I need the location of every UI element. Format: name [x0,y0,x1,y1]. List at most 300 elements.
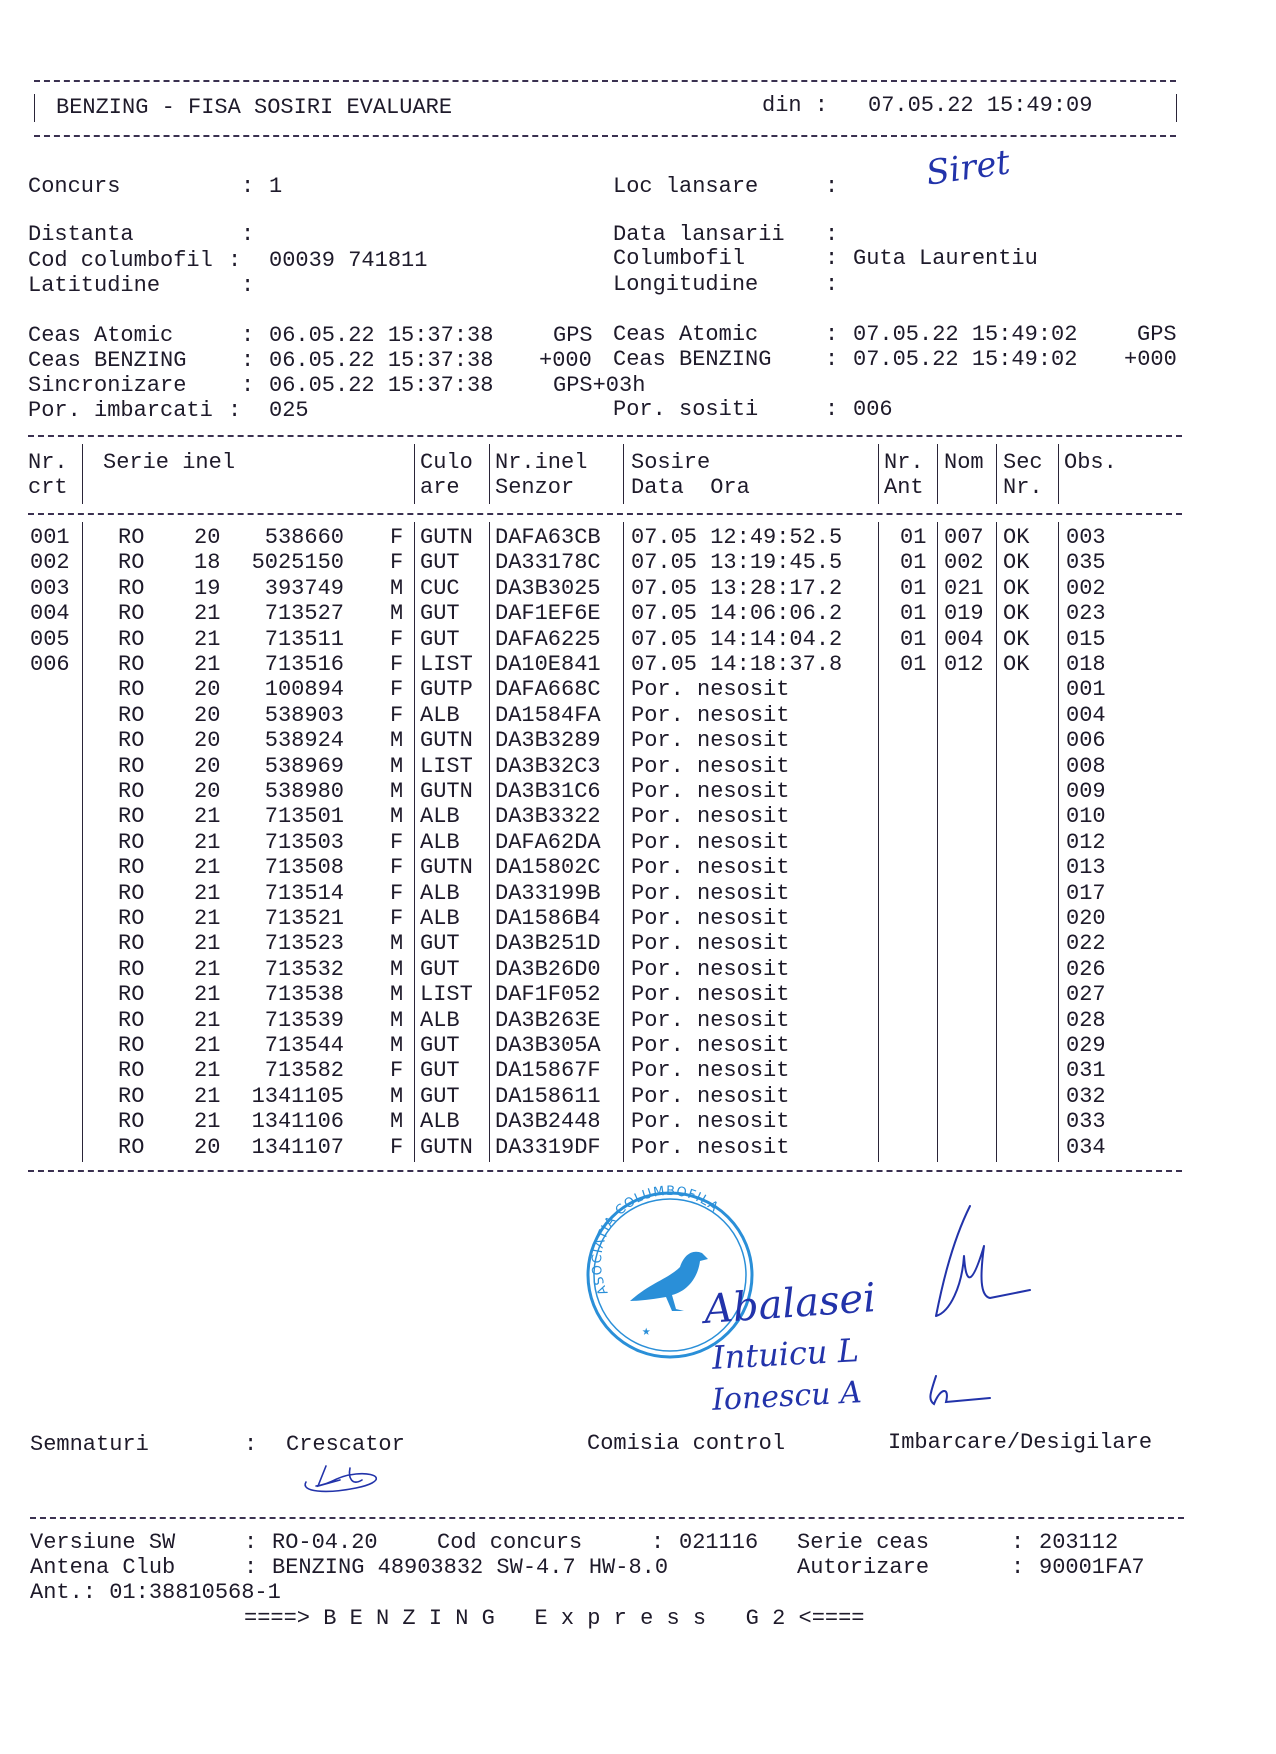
cell-sex: F [390,525,404,550]
date-label: din : [762,93,829,118]
cell-sosire: Por. nesosit [631,753,790,779]
cell-senzor: DA33178C [495,550,601,576]
cell-senzor: DA3B305A [495,1033,601,1058]
info-label: Ceas Atomic [613,322,759,347]
cod-columbofil-value: 00039 741811 [269,248,428,273]
cell-sex: F [390,1134,404,1160]
info-label: Ceas BENZING [28,348,187,373]
versiune-value: RO-04.20 [272,1530,378,1555]
cell-sex: M [390,931,404,957]
cell-sosire: 07.05 13:28:17.2 [631,575,843,601]
stamp-text: ASOCIATIA COLUMBOFILA [589,1183,722,1298]
header-right-border [1176,94,1177,122]
cell-culoare: GUT [420,1058,460,1084]
concurs-value: 1 [269,174,283,199]
signatures-sep: : [244,1432,258,1457]
col-header-culoare: Culo [420,450,473,475]
table-top-border [28,435,1182,437]
cell-nr-inel: 5025150 [251,550,344,576]
cell-culoare: GUT [420,1083,460,1109]
cell-an: 20 [194,1134,221,1160]
cell-an: 21 [194,804,221,830]
info-label: Distanta [28,222,134,247]
cell-culoare: CUC [420,575,460,601]
cell-nr-inel: 713544 [264,1033,344,1058]
cell-culoare: ALB [420,906,460,931]
cell-obs: 004 [1066,702,1106,728]
cell-senzor: DAFA63CB [495,525,601,550]
cell-sosire: 07.05 13:19:45.5 [631,550,843,576]
cell-sex: M [390,1007,404,1033]
cell-obs: 020 [1066,906,1106,931]
column-divider [996,444,997,504]
cell-culoare: ALB [420,702,460,728]
cell-obs: 009 [1066,779,1106,804]
cell-obs: 035 [1066,550,1106,576]
cell-nr-ant: 01 [900,550,927,576]
comisia-control-label: Comisia control [587,1431,786,1456]
info-label: Longitudine [613,272,759,297]
cell-culoare: GUT [420,931,460,957]
cell-sex: F [390,550,404,576]
cell-tara: RO [118,1109,145,1135]
info-sep: : [228,398,242,423]
cell-sex: M [390,1033,404,1058]
cell-sec: OK [1003,652,1030,677]
product-banner: ====> B E N Z I N G E x p r e s s G 2 <==== [244,1606,865,1631]
serie-ceas-value: 203112 [1039,1530,1119,1555]
crescator-label: Crescator [286,1432,405,1457]
cell-sec: OK [1003,601,1030,627]
cell-sosire: Por. nesosit [631,804,790,830]
cell-sex: M [390,753,404,779]
handwritten-mark-icon [920,1370,1000,1420]
cell-sex: M [390,575,404,601]
footer-sep: : [244,1530,258,1555]
cell-nr-inel: 1341107 [251,1134,344,1160]
cell-obs: 003 [1066,525,1106,550]
cell-an: 21 [194,1083,221,1109]
cell-senzor: DA3B251D [495,931,601,957]
ceas-atomic-start-suffix: GPS [553,323,593,348]
col-header-sosire: Sosire [631,450,711,475]
info-sep: : [825,246,839,271]
cell-an: 21 [194,880,221,906]
cell-culoare: GUTN [420,855,473,881]
cell-obs: 026 [1066,956,1106,982]
cell-senzor: DA3B31C6 [495,779,601,804]
cell-tara: RO [118,804,145,830]
cell-nr-inel: 1341105 [251,1083,344,1109]
cell-sex: M [390,601,404,627]
col-header-nr-crt: Nr. [28,450,68,475]
cell-sex: F [390,652,404,677]
col-header-sec-2: Nr. [1003,475,1043,500]
columbofil-name: Guta Laurentiu [853,246,1038,271]
cell-sec: OK [1003,525,1030,550]
cell-senzor: DAFA6225 [495,626,601,652]
cod-concurs-value: 021116 [679,1530,759,1555]
cod-concurs-label: Cod concurs [437,1530,583,1555]
cell-tara: RO [118,956,145,982]
cell-tara: RO [118,677,145,703]
cell-culoare: GUTN [420,779,473,804]
header-top-border [34,80,1176,82]
cell-nom: 012 [944,652,984,677]
cell-sosire: 07.05 14:18:37.8 [631,652,843,677]
cell-culoare: LIST [420,652,473,677]
column-divider [82,522,83,1162]
cell-an: 20 [194,525,221,550]
cell-culoare: GUT [420,601,460,627]
cell-nr-inel: 713514 [264,880,344,906]
cell-an: 21 [194,906,221,931]
cell-nom: 019 [944,601,984,627]
cell-an: 21 [194,652,221,677]
cell-nom: 007 [944,525,984,550]
cell-tara: RO [118,702,145,728]
cell-sex: F [390,677,404,703]
cell-nr-inel: 538660 [264,525,344,550]
cell-culoare: ALB [420,829,460,855]
cell-culoare: GUTN [420,728,473,754]
versiune-label: Versiune SW [30,1530,176,1555]
cell-senzor: DA33199B [495,880,601,906]
cell-sosire: Por. nesosit [631,1134,790,1160]
info-sep: : [825,174,839,199]
info-sep: : [241,222,255,247]
cell-culoare: GUT [420,956,460,982]
table-header-border [28,513,1182,515]
col-header-culoare-2: are [420,475,460,500]
cell-senzor: DAFA668C [495,677,601,703]
cell-senzor: DA158611 [495,1083,601,1109]
ceas-benzing-end: 07.05.22 15:49:02 [853,347,1078,372]
cell-sosire: Por. nesosit [631,855,790,881]
cell-culoare: ALB [420,804,460,830]
cell-tara: RO [118,626,145,652]
ceas-benzing-start: 06.05.22 15:37:38 [269,348,494,373]
cell-obs: 028 [1066,1007,1106,1033]
cell-senzor: DA3B26D0 [495,956,601,982]
cell-obs: 022 [1066,931,1106,957]
info-label: Latitudine [28,273,161,298]
cell-sec: OK [1003,550,1030,576]
cell-culoare: ALB [420,880,460,906]
cell-nr-inel: 393749 [264,575,344,601]
cell-sosire: Por. nesosit [631,982,790,1008]
cell-tara: RO [118,855,145,881]
handwritten-flourish-icon [920,1196,1040,1336]
crescator-signature [296,1458,396,1503]
cell-sex: F [390,626,404,652]
cell-nr-inel: 713501 [264,804,344,830]
cell-an: 21 [194,1109,221,1135]
cell-sosire: Por. nesosit [631,1007,790,1033]
cell-sosire: Por. nesosit [631,829,790,855]
cell-senzor: DAFA62DA [495,829,601,855]
header-bottom-border [34,135,1176,137]
cell-sosire: Por. nesosit [631,931,790,957]
info-sep: : [241,273,255,298]
header-left-border [34,94,35,122]
info-sep: : [825,397,839,422]
cell-sosire: 07.05 14:14:04.2 [631,626,843,652]
info-label: Sincronizare [28,373,187,398]
cell-sex: M [390,779,404,804]
column-divider [937,444,938,504]
cell-obs: 012 [1066,829,1106,855]
cell-senzor: DA3B3289 [495,728,601,754]
antena-value: BENZING 48903832 SW-4.7 HW-8.0 [272,1555,669,1580]
cell-senzor: DA3B32C3 [495,753,601,779]
cell-obs: 029 [1066,1033,1106,1058]
document-title: BENZING - FISA SOSIRI EVALUARE [56,95,453,120]
column-divider [1058,444,1059,504]
col-header-nr-crt-2: crt [28,475,68,500]
cell-culoare: GUT [420,626,460,652]
cell-tara: RO [118,1007,145,1033]
footer-sep: : [651,1530,665,1555]
cell-senzor: DA10E841 [495,652,601,677]
cell-sosire: Por. nesosit [631,956,790,982]
cell-sosire: Por. nesosit [631,1033,790,1058]
cell-an: 20 [194,728,221,754]
cell-an: 21 [194,956,221,982]
cell-tara: RO [118,1058,145,1084]
info-label: Cod columbofil [28,248,213,273]
cell-an: 21 [194,829,221,855]
commission-flourish [920,1196,1040,1341]
cell-tara: RO [118,728,145,754]
cell-nr-crt: 001 [30,525,70,550]
col-header-senzor-2: Senzor [495,475,575,500]
cell-nr-inel: 713523 [264,931,344,957]
col-header-obs: Obs. [1064,450,1117,475]
info-label: Por. imbarcati [28,398,213,423]
cell-nr-inel: 713532 [264,956,344,982]
ceas-benzing-end-suffix: +000 [1124,347,1177,372]
cell-senzor: DA3B3025 [495,575,601,601]
cell-tara: RO [118,525,145,550]
cell-nr-crt: 003 [30,575,70,601]
column-divider [623,522,624,1162]
cell-senzor: DA3319DF [495,1134,601,1160]
col-header-sosire-2: Data Ora [631,475,750,500]
cell-sex: M [390,804,404,830]
cell-tara: RO [118,1134,145,1160]
commission-mark [920,1370,1000,1425]
cell-nom: 002 [944,550,984,576]
cell-tara: RO [118,652,145,677]
cell-obs: 008 [1066,753,1106,779]
cell-an: 20 [194,677,221,703]
cell-an: 19 [194,575,221,601]
column-divider [878,522,879,1162]
ceas-atomic-end-suffix: GPS [1137,322,1177,347]
info-label: Ceas BENZING [613,347,772,372]
stamp-seal-icon [580,1183,760,1363]
cell-obs: 001 [1066,677,1106,703]
ceas-atomic-end: 07.05.22 15:49:02 [853,322,1078,347]
cell-an: 21 [194,931,221,957]
cell-nr-inel: 538969 [264,753,344,779]
cell-culoare: GUT [420,550,460,576]
sincronizare-value: 06.05.22 15:37:38 [269,373,494,398]
footer-sep: : [244,1555,258,1580]
cell-an: 21 [194,1007,221,1033]
cell-an: 20 [194,702,221,728]
cell-sex: F [390,880,404,906]
cell-an: 21 [194,982,221,1008]
commission-name-3: Ionescu A [711,1375,863,1418]
cell-obs: 013 [1066,855,1106,881]
signatures-label: Semnaturi [30,1432,149,1457]
print-datetime: 07.05.22 15:49:09 [868,93,1093,118]
cell-nr-crt: 006 [30,652,70,677]
info-label: Columbofil [613,246,746,271]
cell-senzor: DA15867F [495,1058,601,1084]
cell-nr-ant: 01 [900,525,927,550]
info-sep: : [241,323,255,348]
cell-sosire: Por. nesosit [631,1109,790,1135]
cell-nr-inel: 713527 [264,601,344,627]
info-label: Ceas Atomic [28,323,174,348]
cell-tara: RO [118,550,145,576]
cell-nom: 004 [944,626,984,652]
cell-nr-ant: 01 [900,601,927,627]
cell-nr-crt: 005 [30,626,70,652]
cell-obs: 002 [1066,575,1106,601]
cell-obs: 006 [1066,728,1106,754]
crescator-signature-icon [296,1458,396,1498]
cell-culoare: LIST [420,982,473,1008]
cell-nr-inel: 713582 [264,1058,344,1084]
autorizare-label: Autorizare [797,1555,930,1580]
cell-culoare: GUTN [420,1134,473,1160]
loc-lansare-handwritten: Siret [923,142,1013,194]
cell-an: 21 [194,626,221,652]
cell-obs: 015 [1066,626,1106,652]
cell-an: 21 [194,855,221,881]
cell-an: 20 [194,753,221,779]
cell-nr-crt: 004 [30,601,70,627]
cell-obs: 033 [1066,1109,1106,1135]
cell-nr-crt: 002 [30,550,70,576]
cell-nr-inel: 538924 [264,728,344,754]
cell-nr-inel: 713516 [264,652,344,677]
cell-sosire: Por. nesosit [631,1058,790,1084]
cell-tara: RO [118,829,145,855]
cell-sex: F [390,1058,404,1084]
cell-tara: RO [118,906,145,931]
cell-obs: 032 [1066,1083,1106,1109]
info-sep: : [825,347,839,372]
cell-culoare: ALB [420,1007,460,1033]
footer-divider [30,1517,1184,1519]
cell-tara: RO [118,880,145,906]
cell-tara: RO [118,982,145,1008]
footer-sep: : [1011,1530,1025,1555]
footer-sep: : [1011,1555,1025,1580]
cell-senzor: DA1586B4 [495,906,601,931]
column-divider [489,444,490,504]
cell-senzor: DA1584FA [495,702,601,728]
info-sep: : [825,272,839,297]
info-sep: : [825,322,839,347]
ceas-atomic-start: 06.05.22 15:37:38 [269,323,494,348]
cell-sex: M [390,1083,404,1109]
cell-an: 20 [194,779,221,804]
cell-sex: F [390,906,404,931]
column-divider [414,522,415,1162]
cell-an: 18 [194,550,221,576]
cell-nr-inel: 713539 [264,1007,344,1033]
antena-label: Antena Club [30,1555,176,1580]
info-label: Loc lansare [613,174,759,199]
cell-nr-inel: 713503 [264,829,344,855]
cell-culoare: GUTN [420,525,473,550]
por-sositi-value: 006 [853,397,893,422]
column-divider [1058,522,1059,1162]
column-divider [414,444,415,504]
ceas-benzing-start-suffix: +000 [539,348,592,373]
cell-senzor: DA3B2448 [495,1109,601,1135]
commission-name-2: Intuicu L [711,1331,860,1377]
cell-sex: F [390,855,404,881]
cell-sex: M [390,728,404,754]
sincronizare-suffix: GPS+03h [553,373,646,398]
cell-sosire: Por. nesosit [631,728,790,754]
cell-sex: F [390,702,404,728]
col-header-serie-inel: Serie inel [103,450,236,475]
cell-senzor: DA3B263E [495,1007,601,1033]
cell-sosire: Por. nesosit [631,1083,790,1109]
cell-tara: RO [118,1033,145,1058]
cell-nr-inel: 100894 [264,677,344,703]
info-label: Por. sositi [613,397,759,422]
commission-name-1: Abalasei [702,1275,878,1333]
cell-obs: 010 [1066,804,1106,830]
info-sep: : [228,248,242,273]
cell-sec: OK [1003,626,1030,652]
por-imbarcati-value: 025 [269,398,309,423]
cell-nr-inel: 538980 [264,779,344,804]
cell-culoare: GUT [420,1033,460,1058]
cell-senzor: DA3B3322 [495,804,601,830]
cell-sosire: Por. nesosit [631,779,790,804]
cell-tara: RO [118,779,145,804]
col-header-nom: Nom [944,450,984,475]
cell-sex: M [390,1109,404,1135]
cell-obs: 031 [1066,1058,1106,1084]
info-label: Data lansarii [613,222,785,247]
cell-tara: RO [118,931,145,957]
cell-obs: 018 [1066,652,1106,677]
cell-obs: 027 [1066,982,1106,1008]
cell-sex: F [390,829,404,855]
cell-an: 21 [194,601,221,627]
serie-ceas-label: Serie ceas [797,1530,930,1555]
cell-senzor: DAF1F052 [495,982,601,1008]
cell-tara: RO [118,1083,145,1109]
table-bottom-border [28,1170,1182,1172]
cell-nr-inel: 713521 [264,906,344,931]
col-header-nr-ant: Nr. [884,450,924,475]
column-divider [937,522,938,1162]
col-header-nr-ant-2: Ant [884,475,924,500]
cell-nr-inel: 713511 [264,626,344,652]
